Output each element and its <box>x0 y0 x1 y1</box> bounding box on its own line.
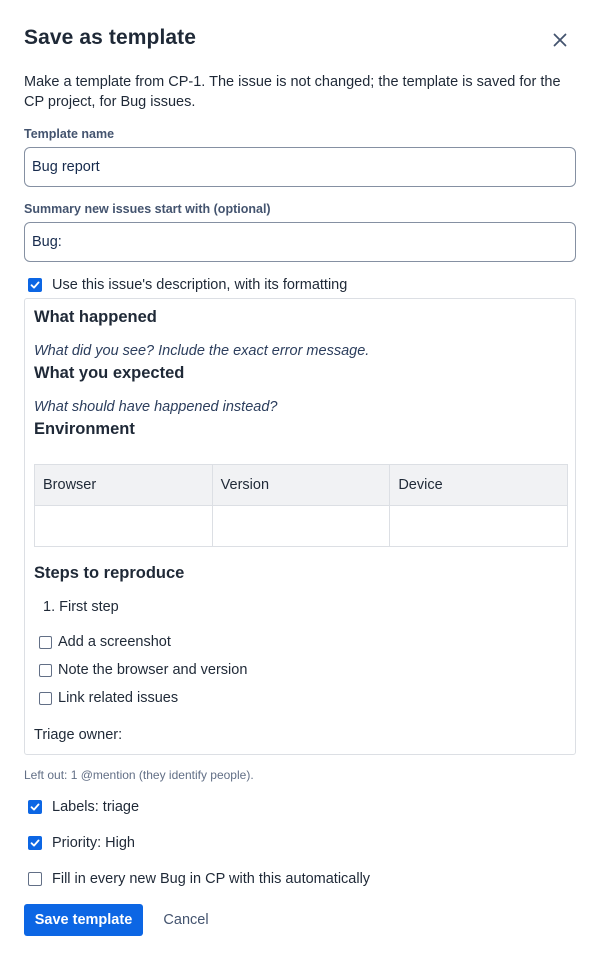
table-cell <box>35 506 213 547</box>
auto-fill-checkbox-label: Fill in every new Bug in CP with this automatically <box>52 871 371 887</box>
task-item <box>39 662 247 678</box>
preview-step-1: 1. First step <box>43 599 119 615</box>
save-template-button[interactable]: Save template <box>24 904 143 936</box>
template-name-label: Template name <box>24 127 115 141</box>
preview-text-what-happened: What did you see? Include the exact error message. <box>34 343 370 359</box>
table-header-browser: Browser <box>35 465 213 506</box>
table-header-version: Version <box>212 465 390 506</box>
preview-text-expected: What should have happened instead? <box>34 399 278 415</box>
task-checkbox <box>39 636 52 649</box>
description-preview <box>24 298 576 755</box>
dialog-intro: Make a template from CP-1. The issue is not changed; the template is saved for the CP project, for Bug issues. <box>24 74 561 110</box>
preview-triage-owner: Triage owner: <box>34 727 123 743</box>
priority-checkbox[interactable] <box>28 836 42 850</box>
priority-checkbox-label: Priority: High <box>52 835 135 851</box>
labels-checkbox-row[interactable] <box>28 799 139 815</box>
priority-checkbox-row[interactable] <box>28 835 135 851</box>
task-label: Note the browser and version <box>58 662 248 678</box>
labels-checkbox-label: Labels: triage <box>52 799 140 815</box>
preview-heading-steps: Steps to reproduce <box>34 564 185 582</box>
auto-fill-checkbox[interactable] <box>28 872 42 886</box>
task-item <box>39 690 178 706</box>
dialog-title: Save as template <box>24 26 197 49</box>
template-name-input[interactable] <box>24 147 576 187</box>
checkmark-icon <box>30 280 40 290</box>
use-description-label: Use this issue's description, with its formatting <box>52 277 348 293</box>
left-out-note: Left out: 1 @mention (they identify people). <box>24 768 254 782</box>
task-checkbox <box>39 692 52 705</box>
table-cell <box>212 506 390 547</box>
table-row <box>35 506 568 547</box>
summary-label: Summary new issues start with (optional) <box>24 202 271 216</box>
labels-checkbox[interactable] <box>28 800 42 814</box>
cancel-button[interactable]: Cancel <box>151 904 221 936</box>
task-label: Add a screenshot <box>58 634 171 650</box>
close-button[interactable] <box>546 26 574 54</box>
preview-heading-what-happened: What happened <box>34 308 157 326</box>
close-icon <box>553 33 567 47</box>
environment-table <box>34 464 568 547</box>
preview-heading-environment: Environment <box>34 420 135 438</box>
checkmark-icon <box>30 838 40 848</box>
auto-fill-checkbox-row[interactable] <box>28 871 370 887</box>
preview-heading-expected: What you expected <box>34 364 185 382</box>
table-cell <box>390 506 568 547</box>
summary-input[interactable] <box>24 222 576 262</box>
task-item <box>39 634 171 650</box>
task-label: Link related issues <box>58 690 179 706</box>
use-description-checkbox-row[interactable] <box>28 277 347 293</box>
use-description-checkbox[interactable] <box>28 278 42 292</box>
table-header-row <box>35 465 568 506</box>
table-header-device: Device <box>390 465 568 506</box>
task-checkbox <box>39 664 52 677</box>
checkmark-icon <box>30 802 40 812</box>
